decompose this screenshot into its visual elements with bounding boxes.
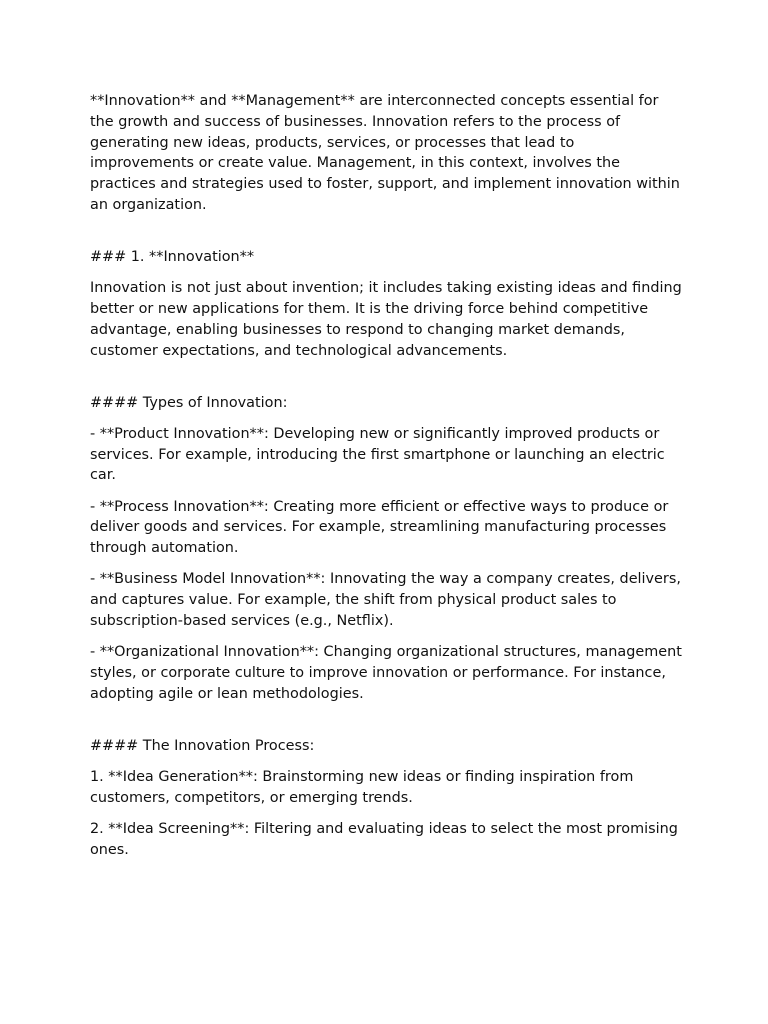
intro-paragraph: **Innovation** and **Management** are interconnected concepts essential for the growth and success of businesses. Innovation refers to the process of generating new ideas, products, services, or processes that lead to improvements or create value. Management, in this context, involves the practices and strategies used to foster, support, and implement innovation within an organization.: [90, 93, 680, 213]
innovation-paragraph: Innovation is not just about invention; it includes taking existing ideas and finding better or new applications for them. It is the driving force behind competitive advantage, enabling businesses to respond to changing market demands, customer expectations, and technological advancements.: [90, 280, 682, 359]
list-item-business-model-innovation: - **Business Model Innovation**: Innovating the way a company creates, delivers, and captures value. For example, the shift from physical product sales to subscription-based services (e.g., Netflix).: [90, 571, 681, 629]
types-of-innovation-heading: #### Types of Innovation:: [90, 394, 288, 411]
list-item-process-innovation: - **Process Innovation**: Creating more efficient or effective ways to produce or deliver goods and services. For example, streamlining manufacturing processes through automation.: [90, 498, 669, 557]
list-item-idea-generation: 1. **Idea Generation**: Brainstorming new ideas or finding inspiration from customers, competitors, or emerging trends.: [90, 768, 634, 806]
list-item-organizational-innovation: - **Organizational Innovation**: Changing organizational structures, management styles, or corporate culture to improve innovation or performance. For instance, adopting agile or lean methodologies.: [90, 644, 682, 702]
list-item-idea-screening: 2. **Idea Screening**: Filtering and evaluating ideas to select the most promising ones.: [90, 820, 678, 858]
document-body: [90, 91, 682, 860]
innovation-process-heading: #### The Innovation Process:: [90, 737, 315, 754]
section-heading-innovation: ### 1. **Innovation**: [90, 248, 255, 265]
list-item-product-innovation: - **Product Innovation**: Developing new or significantly improved products or services. For example, introducing the first smartphone or launching an electric car.: [90, 425, 665, 484]
